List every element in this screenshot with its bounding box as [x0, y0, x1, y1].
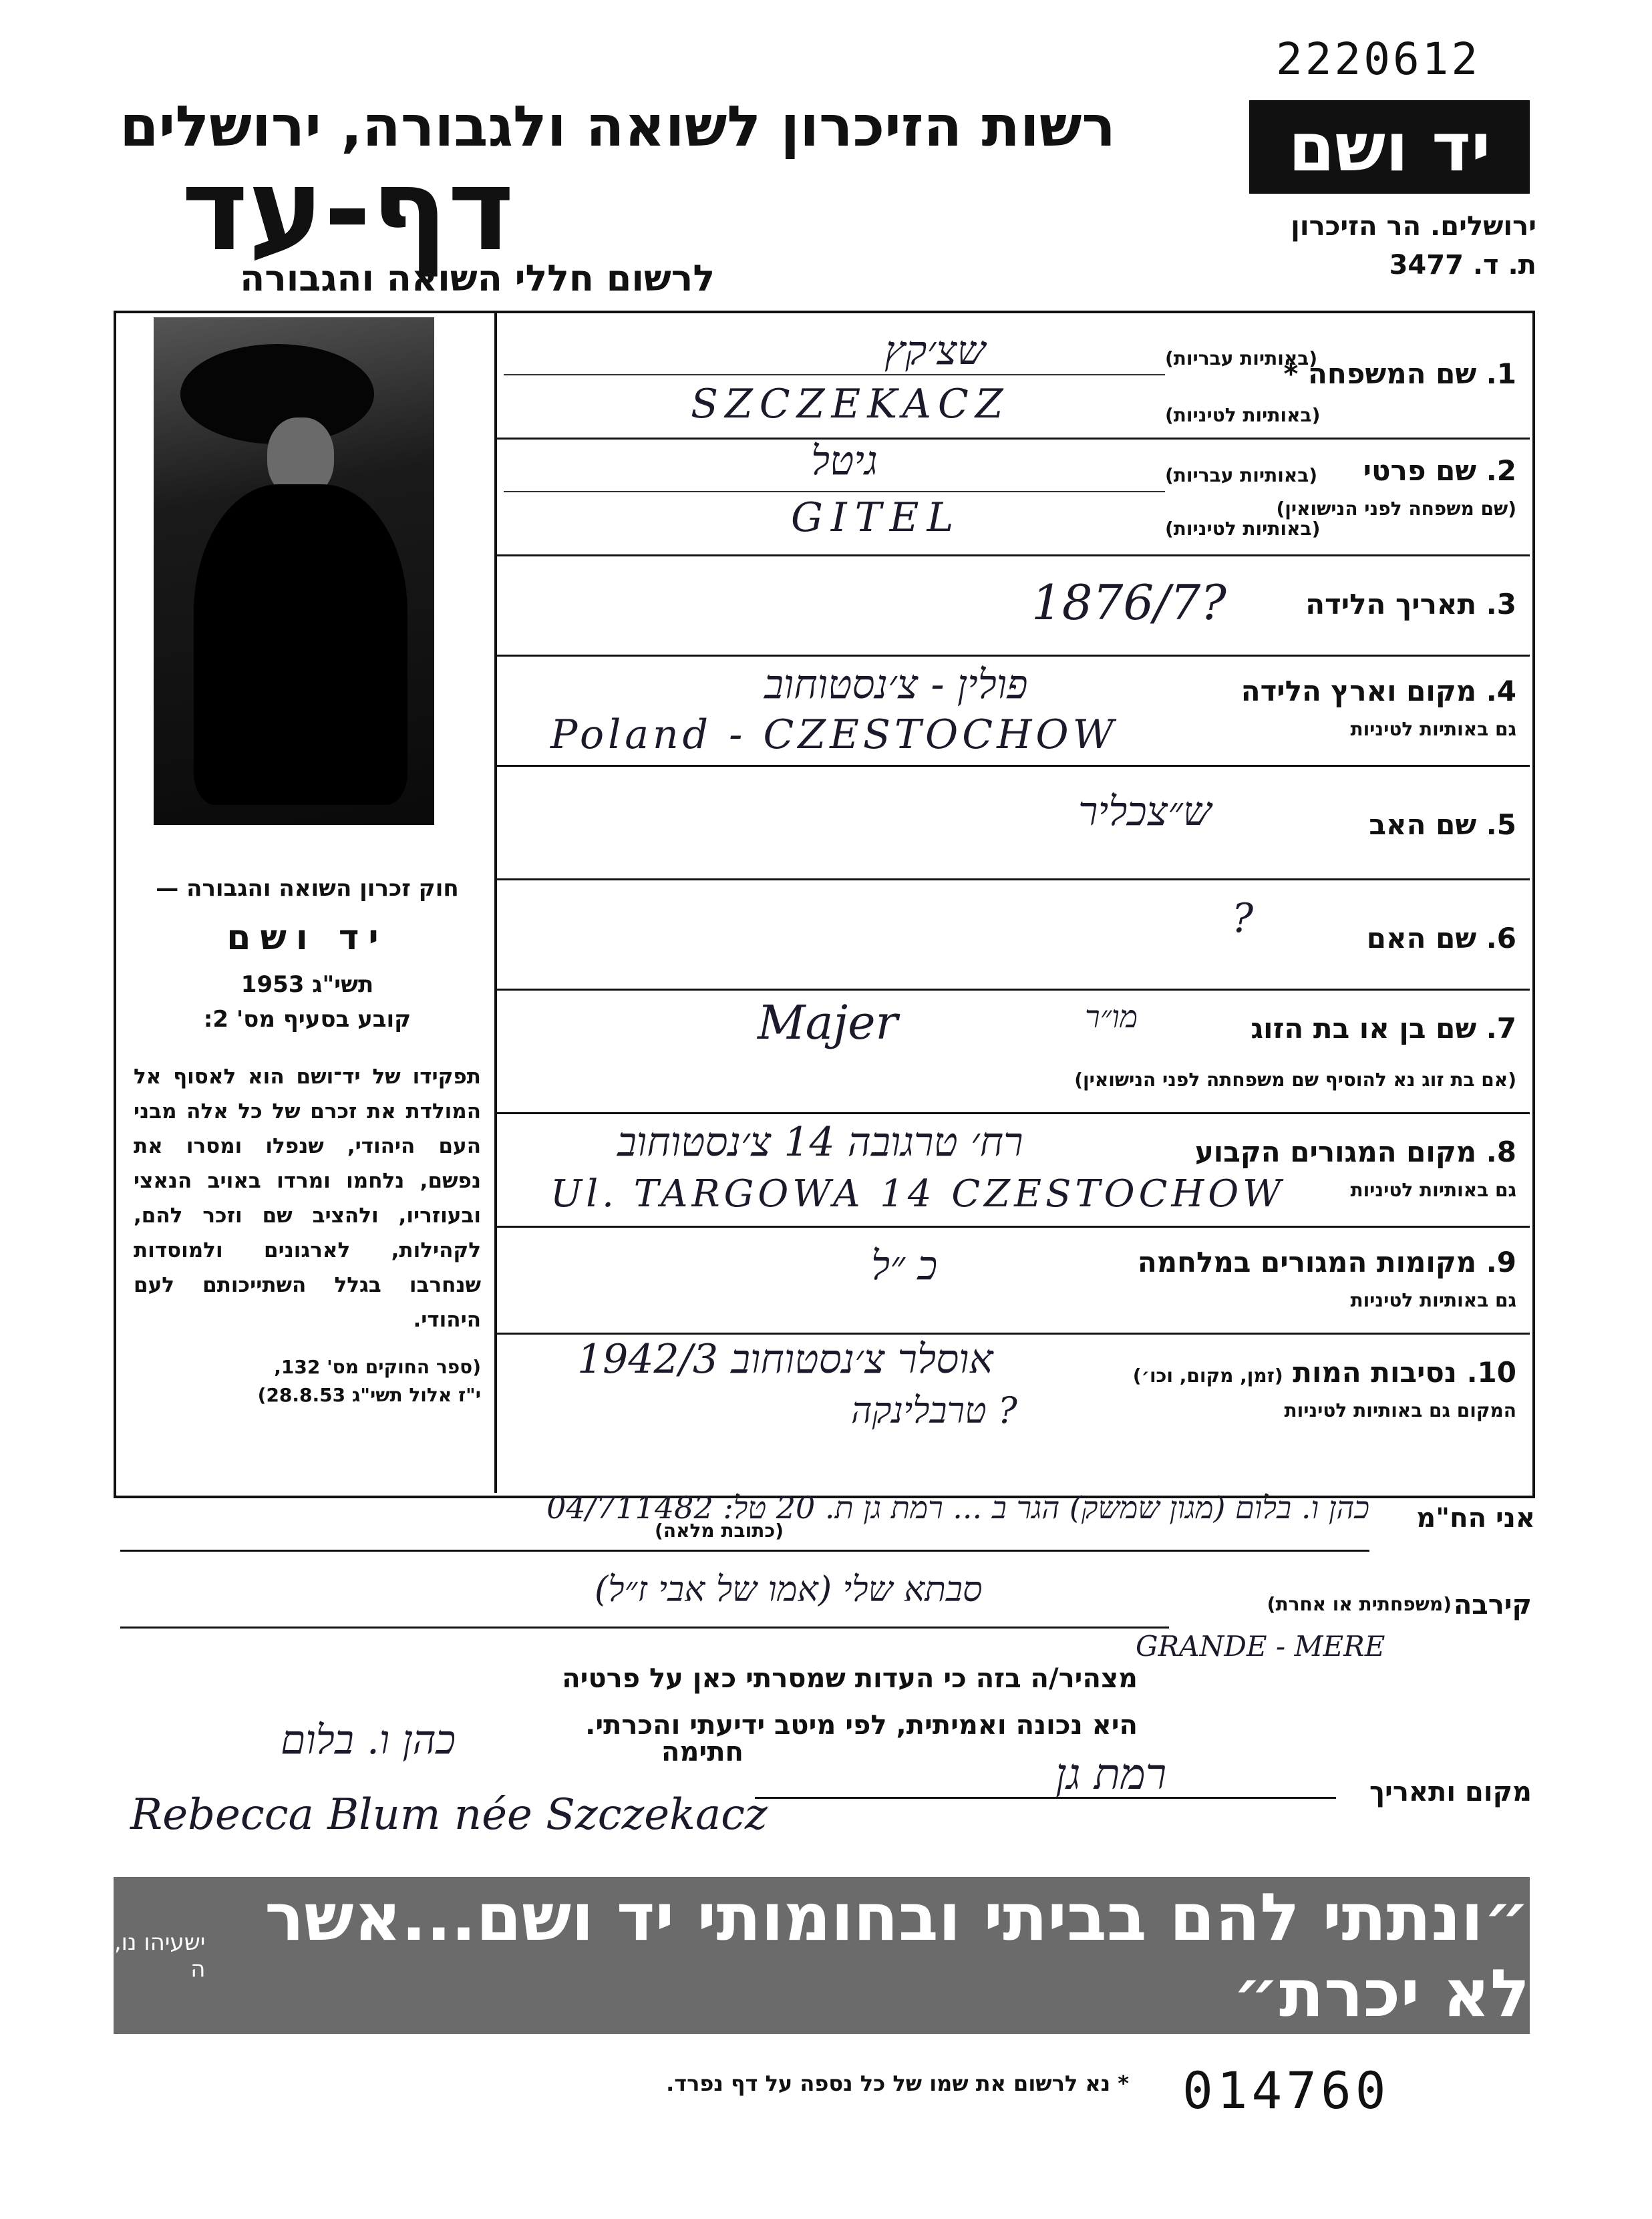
field-row-first-name: [497, 438, 1530, 556]
place-date-label: מקום ותאריך: [1369, 1777, 1532, 1808]
field-label-mother-name: 6. שם האם: [1366, 922, 1516, 955]
value-spouse-prefix: מו״ר: [1085, 999, 1138, 1035]
field-label-family-name: 1. שם המשפחה *: [1283, 357, 1516, 390]
place-date-line: [755, 1797, 1336, 1799]
footnote: * נא לרשום את שמו של כל נספה על דף נפרד.: [666, 2071, 1129, 2096]
value-birth-date: 1876/7?: [1031, 574, 1226, 631]
field-row-spouse-name: [497, 989, 1530, 1114]
value-mother-name: ?: [1232, 895, 1254, 942]
value-death-circumstances-line1: אוסלר צ׳נסטוחוב 1942/3: [577, 1336, 993, 1383]
value-death-circumstances-line2: טרבלינקה ?: [851, 1389, 1017, 1431]
value-spouse-name: Majer: [758, 995, 898, 1050]
value-first-name-hebrew: גיטל: [811, 438, 878, 484]
residence-note: גם באותיות לטיניות: [1350, 1179, 1516, 1201]
law-year: תשי"ג 1953: [240, 971, 374, 998]
dotted-line: [504, 374, 1165, 375]
field-label-father-name: 5. שם האב: [1369, 808, 1516, 841]
photo-body: [194, 484, 407, 805]
law-source-1: (ספר החוקים מס' 132,: [274, 1356, 481, 1378]
field-label-wartime-residence: 9. מקומות המגורים במלחמה: [1137, 1246, 1516, 1278]
relationship-label: קירבה: [1453, 1590, 1532, 1620]
value-family-name-hebrew: שצ׳קץ: [884, 327, 986, 374]
field-row-residence: [497, 1112, 1530, 1228]
address-line-1: ירושלים. הר הזיכרון: [1291, 211, 1536, 242]
value-wartime-residence: כ ״ל: [871, 1242, 938, 1289]
value-residence-hebrew: רח׳ טרגובה 14 צ׳נסטוחוב: [617, 1119, 1023, 1166]
sub-hebrew-letters: (באותיות עבריות): [1165, 347, 1318, 369]
signature-label: חתימה: [661, 1737, 744, 1767]
wartime-residence-note: גם באותיות לטיניות: [1350, 1289, 1516, 1311]
birth-place-note: גם באותיות לטיניות: [1350, 718, 1516, 740]
relationship-value: סבתא שלי (אמו של אבי ז״ל): [595, 1570, 983, 1610]
sub-latin-letters: (באותיות לטיניות): [1165, 518, 1321, 540]
declarant-label: אני הח"מ: [1416, 1503, 1535, 1534]
form-subtitle: לרשום חללי השואה והגבורה: [240, 257, 715, 299]
field-label-first-name: 2. שם פרטי: [1363, 454, 1516, 487]
death-circumstances-note: המקום גם באותיות לטיניות: [1284, 1399, 1516, 1421]
sub-latin-letters: (באותיות לטיניות): [1165, 404, 1321, 426]
value-father-name: ש״צכליר: [1078, 788, 1212, 835]
law-text: תפקידו של יד־ושם הוא לאסוף אל המולדת את זכרם של כל אלה מבני העם היהודי, שנפלו ומסרו את נפשם, נלחמו ומרדו באויב הנאצי ובעוזריו, ולהציב שם וזכר להם, לקהילות, לארגונים ולמוסדות שנחרבו בגלל השתייכותם לעם היהודי.: [134, 1065, 481, 1332]
field-row-birth-place: [497, 655, 1530, 767]
field-label-birth-place: 4. מקום וארץ הלידה: [1241, 675, 1516, 707]
victim-photo: [154, 317, 434, 825]
serial-number: 014760: [1182, 2061, 1390, 2120]
sub-hebrew-letters: (באותיות עבריות): [1165, 464, 1318, 486]
first-name-note: (שם משפחה לפני הנישואין): [1276, 498, 1516, 520]
law-heading: חוק זכרון השואה והגבורה —: [156, 875, 459, 902]
field-row-mother-name: [497, 878, 1530, 991]
declarant-address-note: (כתובת מלאה): [655, 1520, 784, 1542]
banner-reference: ישעיהו נו, ה: [114, 1928, 206, 1983]
banner-quote: ״ונתתי להם בביתי ובחומותי יד ושם...אשר לא יכרת״: [265, 1879, 1530, 2032]
value-family-name-latin: SZCZEKACZ: [691, 381, 1010, 428]
yad-vashem-logo: יד ושם: [1249, 100, 1530, 194]
relationship-extra: GRANDE - MERE: [1136, 1630, 1385, 1663]
value-birth-place-latin: Poland - CZESTOCHOW: [550, 711, 1118, 758]
signature-hebrew: כהן ו. בלום: [281, 1717, 456, 1763]
value-residence-latin: Ul. TARGOWA 14 CZESTOCHOW: [550, 1172, 1285, 1216]
document-number: 2220612: [1276, 33, 1481, 85]
declarant-line: [120, 1550, 1369, 1552]
field-row-wartime-residence: [497, 1226, 1530, 1335]
field-row-father-name: [497, 765, 1530, 880]
place-date-value: רמת גן: [1055, 1750, 1167, 1800]
relationship-line: [120, 1627, 1169, 1629]
certification-line-1: מצהיר/ה בזה כי העדות שמסרתי כאן על פרטיה: [562, 1663, 1138, 1694]
signature-latin: Rebecca Blum née Szczekacz: [130, 1790, 768, 1840]
field-label-residence: 8. מקום המגורים הקבוע: [1194, 1136, 1516, 1168]
field-label-birth-date: 3. תאריך הלידה: [1305, 588, 1516, 621]
relationship-note: (משפחתית או אחרת): [1267, 1593, 1452, 1615]
law-title: יד ושם: [226, 918, 388, 958]
field-label-death-circumstances: 10. נסיבות המות (זמן, מקום, וכו׳): [1132, 1356, 1516, 1389]
address-line-2: ת. ד. 3477: [1389, 250, 1536, 281]
declarant-value: כהן ו. בלום (מגון שמשק) הגר ב ... רמת גן ת. 20 טל: 04/711482: [546, 1490, 1369, 1526]
value-birth-place-hebrew: פולין - צ׳נסטוחוב: [764, 661, 1028, 708]
address: [1243, 207, 1536, 285]
law-source-2: י"ז אלול תשי"ג 28.8.53): [257, 1384, 481, 1406]
field-label-spouse-name: 7. שם בן או בת הזוג: [1251, 1012, 1516, 1045]
authority-name: רשות הזיכרון לשואה ולגבורה, ירושלים: [120, 94, 1116, 159]
spouse-name-note: (אם בת זוג נא להוסיף שם משפחתה לפני הנישואין): [1074, 1069, 1516, 1091]
field-row-family-name: [497, 311, 1530, 440]
law-box: [134, 875, 481, 1409]
field-row-birth-date: [497, 554, 1530, 657]
form-title: דף-עד: [181, 144, 514, 277]
bottom-banner: [114, 1877, 1530, 2034]
value-first-name-latin: GITEL: [791, 494, 962, 541]
field-row-death-circumstances: [497, 1333, 1530, 1446]
dotted-line: [504, 491, 1165, 492]
law-section: קובע בסעיף מס' 2:: [203, 1006, 411, 1033]
certification-line-2: היא נכונה ואמיתית, לפי מיטב ידיעתי והכרתי.: [585, 1710, 1138, 1741]
